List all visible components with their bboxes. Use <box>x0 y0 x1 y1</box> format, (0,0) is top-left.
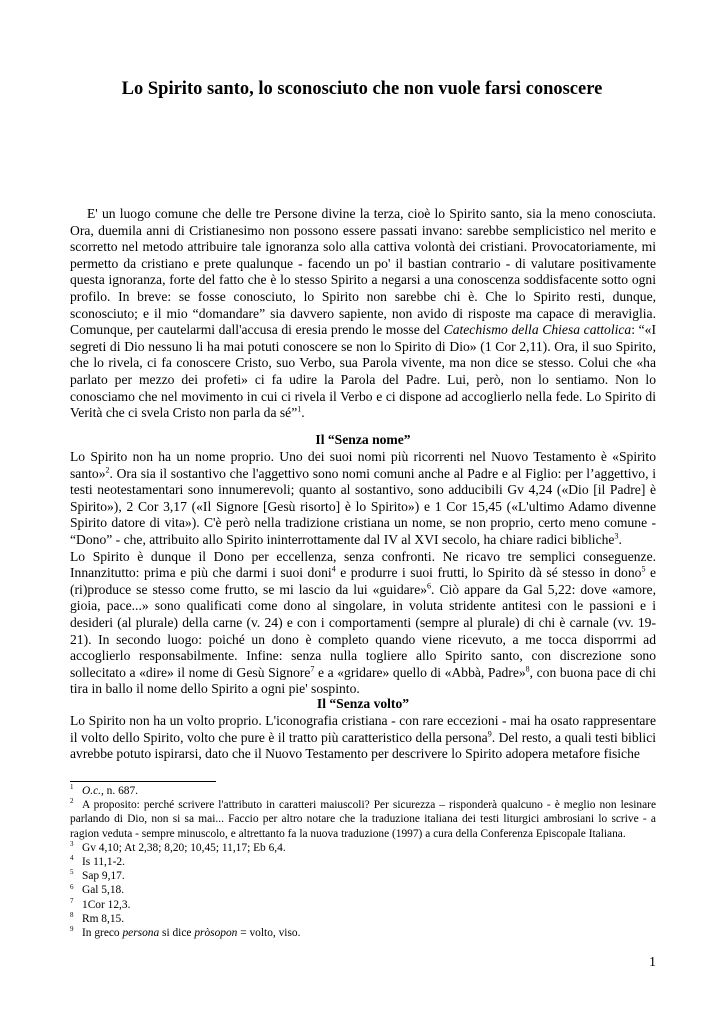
footnote-ref-3[interactable]: 3 <box>614 531 619 541</box>
footnote-text-mid: si dice <box>159 927 195 940</box>
intro-paragraph <box>70 206 656 422</box>
footnote-ref-8[interactable]: 8 <box>525 664 530 674</box>
footnote-ref-4[interactable]: 4 <box>331 564 336 574</box>
footnote-7: $^7$ 1Cor 12,3. <box>70 896 131 911</box>
section1-text-b6: , con buona pace di chi tira in ballo il nome dello Spirito a ogni pie' sospinto. <box>70 664 656 697</box>
section1-text-a3: . <box>618 531 622 547</box>
footnote-italic: O.c. <box>82 785 101 797</box>
footnote-text: Is 11,1-2. <box>82 856 125 869</box>
footnotes <box>70 784 656 940</box>
footnote-1: $^1$ O.c., n. 687. <box>70 783 139 797</box>
footnote-ref-6[interactable]: 6 <box>427 581 432 591</box>
section2-paragraph-1 <box>70 713 656 763</box>
footnote-text: Gv 4,10; At 2,38; 8,20; 10,45; 11,17; Eb 6,4. <box>82 841 286 854</box>
intro-quote: : “«I segreti di Dio nessuno li ha mai potuti conoscere se non lo Spirito di Dio» (1 Cor 2,11). Ora, il suo Spirito, che lo rivela, ci fa conoscere Cristo, suo Verbo, sua Parola vivente, ma non dice se stesso. Colui che «ha parlato per mezzo dei profeti» ci fa udire la Parola del Padre. Lui, però, non lo sentiamo. Non lo conosciamo che nel movimento in cui ci rivela il Verbo e ci dispone ad accoglierlo nella fede. Lo Spirito di Verità che ci svela Cristo non parla da sé” <box>70 322 657 421</box>
footnote-ref-1[interactable]: 1 <box>297 404 302 414</box>
footnote-text: In greco <box>82 927 123 940</box>
footnote-text: Rm 8,15. <box>82 912 125 925</box>
section-senza-nome <box>70 449 656 698</box>
footnote-8: $^8$ Rm 8,15. <box>70 911 125 925</box>
section2-text-a1: Lo Spirito non ha un volto proprio. L'iconografia cristiana - con rare eccezioni - mai ha osato rappresentare il volto dello Spirito, volto che pure è il tratto più caratteristico della persona <box>70 713 656 745</box>
section1-text-b1: Lo Spirito è dunque il Dono per eccellenza, senza confronti. Ne ricavo tre semplici conseguenze. Innanzitutto: prima e più che darmi i suoi doni <box>70 548 656 581</box>
section-senza-volto <box>70 713 656 763</box>
footnote-text-end: , n. 687. <box>100 785 139 797</box>
section2-text-a2: . Del resto, a quali testi biblici avrebbe potuto ispirarsi, dato che il Nuovo Testamento per descrivere lo Spirito adopera metafore fisiche <box>70 729 656 762</box>
intro-end: . <box>301 405 305 421</box>
section1-text-a2: . Ora sia il sostantivo che l'aggettivo sono nomi comuni anche al Padre e al Figlio: per l’aggettivo, i testi neotestamentari sono innumerevoli; quanto al sostantivo, sono adducibili Gv 4,24 («Dio [il Padre] è Spirito»), 2 Cor 3,17 («Il Signore [Gesù risorto] è lo Spirito») e 1 Cor 15,45 («L'ultimo Adamo divenne Spirito datore di vita»). C'è però nella tradizione cristiana un nome, se non proprio, certo meno comune - “Dono” - che, attribuito allo Spirito ininterrottamente dal IV al XVI secolo, ha chiare radici bibliche <box>70 465 656 547</box>
footnote-4: $^4$ Is 11,1-2. <box>70 854 125 869</box>
footnote-6: $^6$ Gal 5,18. <box>70 882 125 897</box>
section-heading-senza-nome: Il “Senza nome” <box>315 432 411 447</box>
footnote-italic-2: pròsopon <box>194 927 238 940</box>
intro-text: E' un luogo comune che delle tre Persone divine la terza, cioè lo Spirito santo, sia la meno conosciuta. Ora, duemila anni di Cristianesimo non possono essere passati invano: sarebbe semplicistico nel merito e scorretto nel metodo attribuire tale ignoranza solo alla cattiva volontà dei cristiani. Provocatoriamente, mi permetto da cristiano e prete qualunque - facendo un po' il bastian contrario - di valutare positivamente questa ignoranza, forte del fatto che è lo stesso Spirito a negarsi a una conoscenza soddisfacente sotto ogni profilo. In breve: se fosse conosciuto, lo Spirito non sarebbe chi è. Che lo Spirito resti, dunque, sconosciuto; e il mio “domandare” sia davvero sapiente, non avido di risposte ma capace di meraviglia. Comunque, per cautelarmi dall'accusa di eresia prendo le mosse del <box>70 206 656 338</box>
footnote-3: $^3$ Gv 4,10; At 2,38; 8,20; 10,45; 11,17; Eb 6,4. <box>70 840 286 854</box>
footnote-text: Sap 9,17. <box>82 870 125 883</box>
footnote-ref-2[interactable]: 2 <box>105 465 110 475</box>
section1-text-a1: Lo Spirito non ha un nome proprio. Uno dei suoi nomi più ricorrenti nel Nuovo Testamento è «Spirito santo» <box>70 449 656 481</box>
footnote-9: $^9$ In greco persona si dice pròsopon = volto, viso. <box>70 925 301 940</box>
section1-paragraph-2 <box>70 549 656 698</box>
footnote-2: $^2$ A proposito: perché scrivere l'attributo in caratteri maiuscoli? Per sicurezza – risponderà qualcuno - è meglio non lesinare parlando di Dio, non si sa mai... Faccio per altro notare che la traduzione italiana dei testi liturgici ambrosiani lo scrive - a ragion veduta - sempre minuscolo, e altrettanto fa la nuova traduzione (1997) a cura della Conferenza Episcopale Italiana. <box>70 797 656 840</box>
footnote-text: A proposito: perché scrivere l'attributo in caratteri maiuscoli? Per sicurezza – risponderà qualcuno - è meglio non lesinare parlando di Dio, non si sa mai... Faccio per altro notare che la traduzione italiana dei testi liturgici ambrosiani lo scrive - a ragion veduta - sempre minuscolo, e altrettanto fa la nuova traduzione (1997) a cura della Conferenza Episcopale Italiana. <box>70 799 656 840</box>
footnote-text-end: = volto, viso. <box>237 927 301 940</box>
section1-text-b4: . Ciò appare da Gal 5,22: dove «amore, gioia, pace...» sono qualificati come dono al singolare, in voluta stridente antitesi con le passioni e i desideri (al plurale) della carne (v. 24) e con i comportamenti (sempre al plurale) di chi è carnale (vv. 19-21). In secondo luogo: poiché un dono è completo quando viene ricevuto, a me tocca disporrmi ad accoglierlo responsabilmente. Infine: senza nulla togliere allo Spirito santo, con discrezione sono sollecitato a «dire» il nome di Gesù Signore <box>70 581 656 680</box>
intro-italic-source: Catechismo della Chiesa cattolica <box>443 322 632 338</box>
footnote-text: 1Cor 12,3. <box>82 898 131 911</box>
section1-text-b3: e (ri)produce se stesso come frutto, se mi lascio da lui «guidare» <box>70 565 656 597</box>
section-heading-senza-volto: Il “Senza volto” <box>316 696 410 711</box>
section1-paragraph-1 <box>70 449 656 549</box>
footnote-italic: persona <box>122 927 160 940</box>
page-number: 1 <box>649 955 656 970</box>
section1-text-b5: e a «gridare» quello di «Abbà, Padre» <box>314 664 526 680</box>
footnote-5: $^5$ Sap 9,17. <box>70 868 125 883</box>
section1-text-b2: e produrre i suoi frutti, lo Spirito dà sé stesso in dono <box>335 565 642 581</box>
footnote-ref-7[interactable]: 7 <box>310 664 315 674</box>
footnote-text: Gal 5,18. <box>82 884 125 897</box>
document-title: Lo Spirito santo, lo sconosciuto che non vuole farsi conoscere <box>121 79 603 99</box>
footnote-ref-5[interactable]: 5 <box>641 564 646 574</box>
footnote-separator <box>70 781 216 782</box>
footnote-ref-9[interactable]: 9 <box>487 729 492 739</box>
